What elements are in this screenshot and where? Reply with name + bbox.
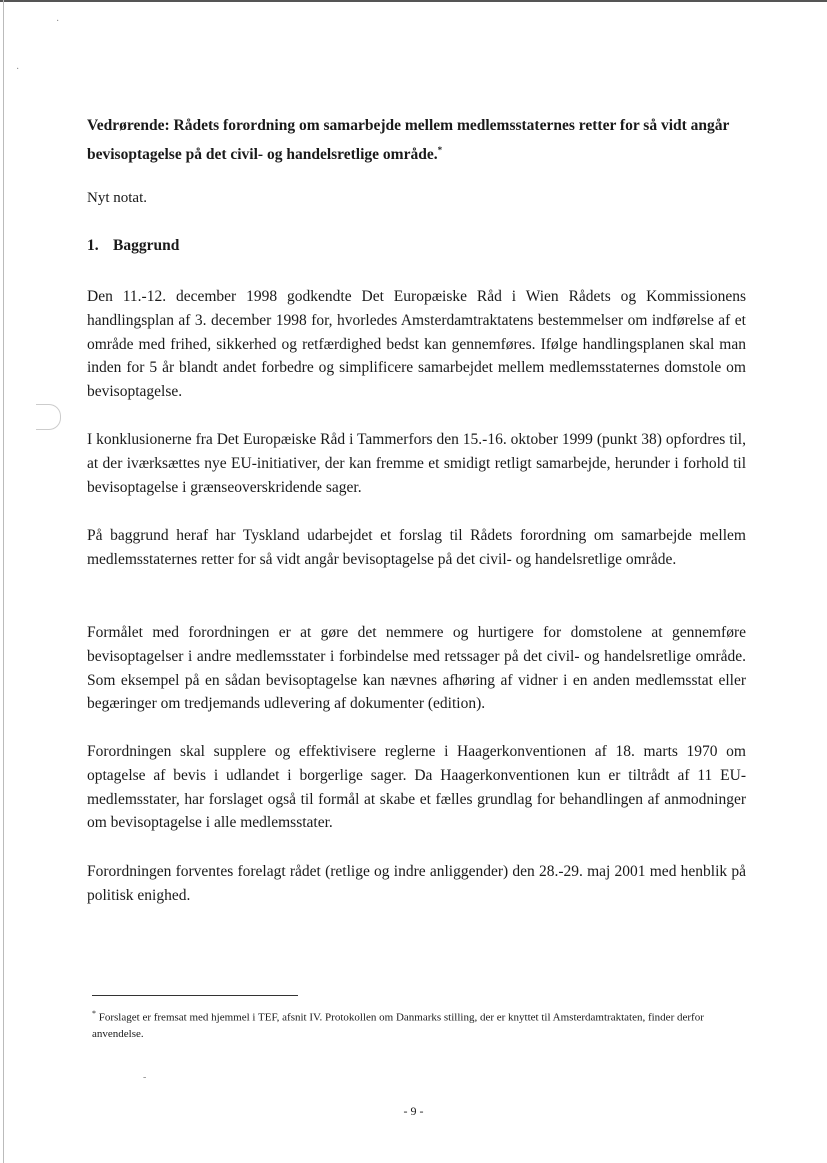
section-number: 1. (87, 237, 99, 254)
paragraph-background-4: Formålet med forordningen er at gøre det nemmere og hurtigere for domstolene at gennemføre bevisoptagelser i andre medlemsstater i forbindelse med retssager på det civil- og handelsretlige område. Som eksempel på en sådan bevisoptagelse kan nævnes afhøring af vidner i en anden medlemsstat eller begæringer om tredjemands udlevering af dokumenter (edition). (87, 624, 746, 713)
subject-heading: Vedrørende: Rådets forordning om samarbejde mellem medlemsstaternes retter for så vidt angår bevisoptagelse på det civil- og handelsretlige område.* (87, 117, 730, 164)
footnote-reference: * (437, 145, 443, 155)
page-number: - 9 - (403, 1104, 424, 1118)
footnote-marker: * (92, 1009, 96, 1018)
paragraph-background-6: Forordningen forventes forelagt rådet (retlige og indre anliggender) den 28.-29. maj 2001 med henblik på politisk enighed. (87, 863, 746, 904)
paragraph-background-3: På baggrund heraf har Tyskland udarbejdet et forslag til Rådets forordning om samarbejde mellem medlemsstaternes retter for så vidt angår bevisoptagelse på det civil- og handelsretlige område. (87, 527, 746, 568)
paragraph-background-5: Forordningen skal supplere og effektivisere reglerne i Haagerkonventionen af 18. marts 1970 om optagelse af bevis i udlandet i borgerlige sager. Da Haagerkonventionen kun er tiltrådt af 11 EU-medlemsstater, har forslaget også til formål at skabe et fælles grundlag for behandlingen af anmodninger om bevisoptagelse i alle medlemsstater. (87, 743, 746, 832)
footnote (92, 1006, 742, 1042)
scan-speck: · (56, 16, 60, 27)
paragraph-background-1: Den 11.-12. december 1998 godkendte Det Europæiske Råd i Wien Rådets og Kommissionens handlingsplan af 3. december 1998 for, hvorledes Amsterdamtraktatens bestemmelser om indførelse af et område med frihed, sikkerhed og retfærdighed bedst kan gennemføres. Ifølge handlingsplanen skal man inden for 5 år blandt andet forbedre og simplificere samarbejdet mellem medlemsstaternes domstole om bevisoptagelse. (87, 288, 746, 401)
footnote-text: Forslaget er fremsat med hjemmel i TEF, afsnit IV. Protokollen om Danmarks stilling, der er knyttet til Amsterdamtraktaten, finder derfor anvendelse. (92, 1011, 704, 1040)
paragraph-background-2: I konklusionerne fra Det Europæiske Råd i Tammerfors den 15.-16. oktober 1999 (punkt 38) opfordres til, at der iværksættes nye EU-initiativer, der kan fremme et smidigt retligt samarbejde, herunder i forhold til bevisoptagelse i grænseoverskridende sager. (87, 431, 746, 496)
footnote-separator (92, 995, 298, 996)
section-title: Baggrund (113, 237, 180, 254)
section-heading (87, 237, 179, 255)
scan-edge-top (0, 0, 827, 2)
scan-edge-left (3, 0, 4, 1163)
note-line: Nyt notat. (87, 190, 147, 206)
scan-speck: · (16, 64, 20, 75)
punch-hole-mark (36, 404, 61, 430)
scan-speck: - (143, 1072, 147, 1083)
